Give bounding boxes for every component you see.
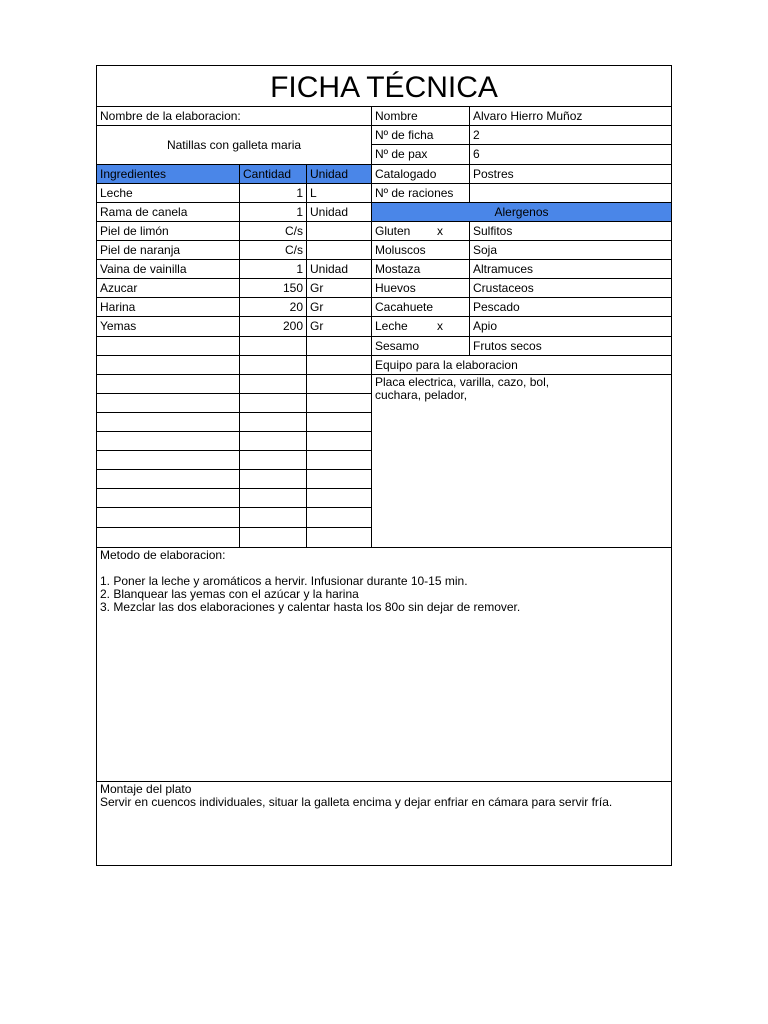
alergeno-mark: x	[437, 224, 443, 238]
empty-cell	[96, 488, 240, 508]
ingrediente-cantidad: 1	[239, 183, 307, 203]
ingrediente-unidad: Unidad	[306, 259, 372, 279]
empty-cell	[239, 488, 307, 508]
page-title: FICHA TÉCNICA	[96, 65, 672, 107]
elaboracion-nombre: Natillas con galleta maria	[96, 125, 372, 165]
empty-cell	[306, 412, 372, 432]
montaje-text: Servir en cuencos individuales, situar la galleta encima y dejar enfriar en cámara para servir fría.	[100, 795, 613, 809]
empty-cell	[96, 527, 240, 548]
ingrediente-unidad: Unidad	[306, 202, 372, 222]
alergenos-header: Alergenos	[371, 202, 672, 222]
catalogado-value: Postres	[469, 164, 672, 184]
alergeno-left: Sesamo	[371, 336, 470, 356]
ficha-tecnica-sheet	[96, 65, 672, 866]
ficha-label: Nº de ficha	[371, 125, 470, 145]
empty-cell	[239, 374, 307, 394]
empty-cell	[306, 355, 372, 375]
alergeno-right: Apio	[469, 316, 672, 337]
empty-cell	[96, 393, 240, 413]
ingrediente-unidad: Gr	[306, 316, 372, 337]
ingrediente-cantidad: C/s	[239, 221, 307, 241]
empty-cell	[96, 450, 240, 470]
raciones-value	[469, 183, 672, 203]
alergeno-right: Pescado	[469, 297, 672, 317]
empty-cell	[306, 469, 372, 489]
equipo-line: cuchara, pelador,	[375, 388, 468, 402]
metodo-step: 3. Mezclar las dos elaboraciones y calentar hasta los 80o sin dejar de remover.	[100, 600, 521, 614]
header-cantidad: Cantidad	[239, 164, 307, 184]
empty-cell	[96, 412, 240, 432]
empty-cell	[96, 469, 240, 489]
equipo-line: Placa electrica, varilla, cazo, bol,	[375, 375, 550, 389]
nombre-label: Nombre	[371, 106, 470, 126]
ingrediente-unidad: L	[306, 183, 372, 203]
ingrediente-unidad	[306, 240, 372, 260]
ingrediente-nombre: Yemas	[96, 316, 240, 337]
empty-cell	[96, 507, 240, 528]
ingrediente-cantidad: 1	[239, 202, 307, 222]
metodo-step: 2. Blanquear las yemas con el azúcar y la harina	[100, 587, 359, 601]
ingrediente-nombre: Piel de limón	[96, 221, 240, 241]
equipo-content	[371, 374, 672, 548]
ingrediente-cantidad: 1	[239, 259, 307, 279]
empty-cell	[96, 431, 240, 451]
ingrediente-nombre: Leche	[96, 183, 240, 203]
empty-cell	[239, 431, 307, 451]
montaje-label: Montaje del plato	[100, 782, 192, 796]
ingrediente-nombre: Piel de naranja	[96, 240, 240, 260]
empty-cell	[239, 450, 307, 470]
catalogado-label: Catalogado	[371, 164, 470, 184]
ingrediente-cantidad: C/s	[239, 240, 307, 260]
ingrediente-unidad	[306, 221, 372, 241]
empty-cell	[239, 527, 307, 548]
metodo-label: Metodo de elaboracion:	[100, 548, 226, 562]
pax-label: Nº de pax	[371, 144, 470, 165]
ingrediente-cantidad: 20	[239, 297, 307, 317]
empty-cell	[239, 469, 307, 489]
ingrediente-unidad: Gr	[306, 278, 372, 298]
ingrediente-unidad: Gr	[306, 297, 372, 317]
header-ingredientes: Ingredientes	[96, 164, 240, 184]
empty-cell	[306, 507, 372, 528]
ingrediente-cantidad: 150	[239, 278, 307, 298]
empty-cell	[306, 488, 372, 508]
alergeno-left: Mostaza	[371, 259, 470, 279]
metodo-section	[96, 547, 672, 782]
elaboracion-label: Nombre de la elaboracion:	[96, 106, 372, 126]
ficha-value: 2	[469, 125, 672, 145]
nombre-value: Alvaro Hierro Muñoz	[469, 106, 672, 126]
empty-cell	[96, 374, 240, 394]
pax-value: 6	[469, 144, 672, 165]
empty-cell	[306, 336, 372, 356]
empty-cell	[239, 336, 307, 356]
alergeno-left: Moluscos	[371, 240, 470, 260]
alergeno-mark: x	[437, 319, 443, 333]
montaje-section	[96, 781, 672, 866]
alergeno-left: Cacahuete	[371, 297, 470, 317]
ingrediente-nombre: Azucar	[96, 278, 240, 298]
equipo-label: Equipo para la elaboracion	[371, 355, 672, 375]
ingrediente-nombre: Harina	[96, 297, 240, 317]
alergeno-left: Gluten x	[371, 221, 470, 241]
alergeno-right: Altramuces	[469, 259, 672, 279]
alergeno-left: Huevos	[371, 278, 470, 298]
empty-cell	[239, 393, 307, 413]
header-unidad: Unidad	[306, 164, 372, 184]
alergeno-right: Crustaceos	[469, 278, 672, 298]
empty-cell	[306, 431, 372, 451]
empty-cell	[306, 393, 372, 413]
empty-cell	[96, 355, 240, 375]
ingrediente-nombre: Vaina de vainilla	[96, 259, 240, 279]
alergeno-right: Frutos secos	[469, 336, 672, 356]
metodo-step: 1. Poner la leche y aromáticos a hervir. Infusionar durante 10-15 min.	[100, 574, 468, 588]
raciones-label: Nº de raciones	[371, 183, 470, 203]
empty-cell	[306, 527, 372, 548]
alergeno-left: Leche x	[371, 316, 470, 337]
ingrediente-nombre: Rama de canela	[96, 202, 240, 222]
alergeno-right: Sulfitos	[469, 221, 672, 241]
empty-cell	[306, 450, 372, 470]
empty-cell	[239, 412, 307, 432]
alergeno-right: Soja	[469, 240, 672, 260]
empty-cell	[239, 507, 307, 528]
empty-cell	[306, 374, 372, 394]
empty-cell	[96, 336, 240, 356]
ingrediente-cantidad: 200	[239, 316, 307, 337]
empty-cell	[239, 355, 307, 375]
